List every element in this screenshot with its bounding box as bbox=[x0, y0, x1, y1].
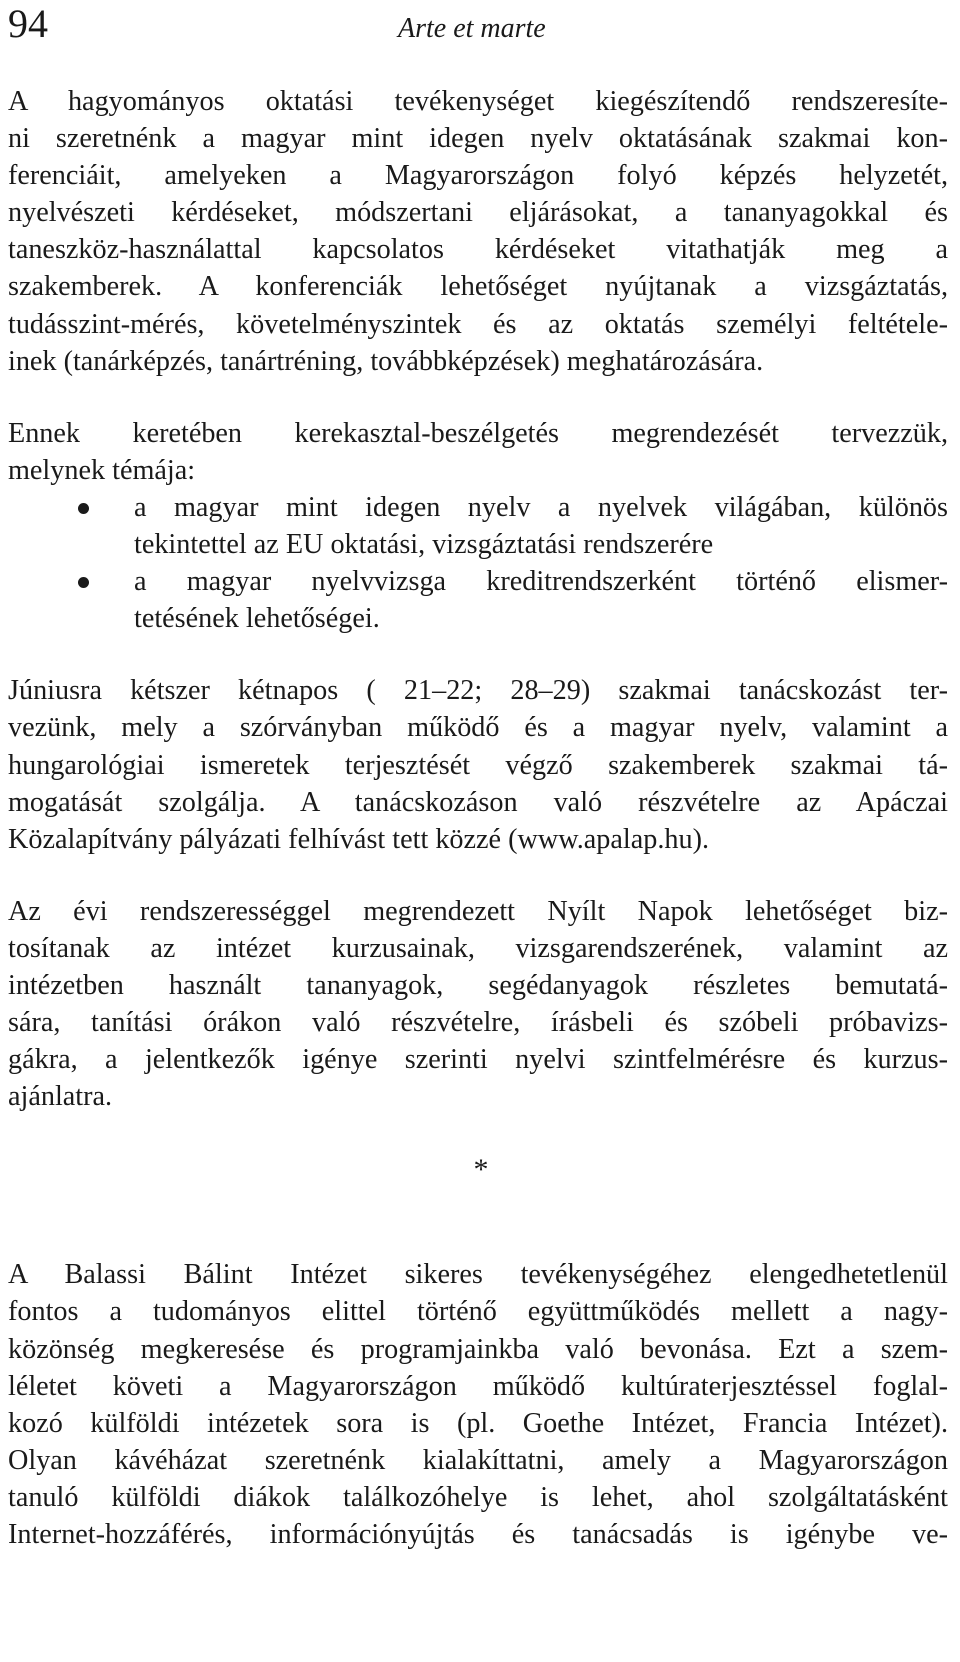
text-line: tosítanak az intézet kurzusainak, vizsgarendszerének, valamint az bbox=[8, 932, 948, 964]
text-line: szakemberek. A konferenciák lehetőséget nyújtanak a vizsgáztatás, bbox=[8, 271, 948, 303]
text-line: inek (tanárképzés, tanártréning, továbbképzések) meghatározására. bbox=[8, 345, 764, 377]
text-line: gákra, a jelentkezők igénye szerinti nyelvi szintfelmérésre és kurzus- bbox=[8, 1044, 948, 1076]
paragraph-3 bbox=[8, 672, 948, 857]
text-line: vezünk, mely a szórványban működő és a magyar nyelv, valamint a bbox=[8, 712, 948, 744]
text-line: Az évi rendszerességgel megrendezett Nyílt Napok lehetőséget biz- bbox=[8, 895, 948, 927]
bullet-text-line: a magyar nyelvvizsga kreditrendszerként történő elismer- bbox=[8, 563, 948, 600]
bullet-list bbox=[8, 489, 948, 637]
paragraph-2 bbox=[8, 415, 948, 638]
bullet-icon bbox=[78, 577, 89, 588]
text-line: A Balassi Bálint Intézet sikeres tevékenységéhez elengedhetetlenül bbox=[8, 1259, 948, 1291]
text-line: ajánlatra. bbox=[8, 1081, 113, 1113]
text-line: nyelvészeti kérdéseket, módszertani eljárásokat, a tananyagokkal és bbox=[8, 197, 948, 229]
text-line: léletet követi a Magyarországon működő kultúraterjesztéssel foglal- bbox=[8, 1370, 948, 1402]
bullet-item bbox=[8, 563, 948, 637]
text-line: Júniusra kétszer kétnapos ( 21–22; 28–29) szakmai tanácskozást ter- bbox=[8, 675, 948, 707]
text-line: Ennek keretében kerekasztal-beszélgetés megrendezését tervezzük, bbox=[8, 417, 948, 449]
text-line: Közalapítvány pályázati felhívást tett közzé (www.apalap.hu). bbox=[8, 823, 709, 855]
paragraph-5 bbox=[8, 1256, 948, 1553]
text-line: Internet-hozzáférés, információnyújtás és tanácsadás is igénybe ve- bbox=[8, 1519, 948, 1550]
text-line: A hagyományos oktatási tevékenységet kiegészítendő rendszeresíte- bbox=[8, 86, 948, 117]
text-line: intézetben használt tananyagok, segédanyagok részletes bemutatá- bbox=[8, 969, 948, 1001]
text-line: kozó külföldi intézetek sora is (pl. Goethe Intézet, Francia Intézet). bbox=[8, 1407, 948, 1439]
text-line: mogatását szolgálja. A tanácskozáson való részvételre az Apáczai bbox=[8, 786, 948, 818]
text-line: Olyan kávéházat szeretnénk kialakíttatni, amely a Magyarországon bbox=[8, 1444, 948, 1476]
bullet-text-line: a magyar mint idegen nyelv a nyelvek világában, különös bbox=[8, 489, 948, 526]
bullet-item bbox=[8, 489, 948, 563]
text-line: hungarológiai ismeretek terjesztését végző szakemberek szakmai tá- bbox=[8, 749, 948, 781]
paragraph-4 bbox=[8, 893, 948, 1116]
text-line: ni szeretnénk a magyar mint idegen nyelv oktatásának szakmai kon- bbox=[8, 123, 948, 155]
text-line: taneszköz-használattal kapcsolatos kérdéseket vitathatják meg a bbox=[8, 234, 948, 266]
bullet-text-line: tetésének lehetőségei. bbox=[134, 603, 380, 635]
section-separator: * bbox=[473, 1153, 489, 1187]
text-line: közönség megkeresése és programjainkba való bevonása. Ezt a szem- bbox=[8, 1333, 948, 1365]
bullet-icon bbox=[78, 503, 89, 514]
text-line: melynek témája: bbox=[8, 454, 196, 486]
text-line: fontos a tudományos elittel történő együttműködés mellett a nagy- bbox=[8, 1296, 948, 1328]
text-line: tanuló külföldi diákok találkozóhelye is lehet, ahol szolgáltatásként bbox=[8, 1481, 948, 1513]
running-title: Arte et marte bbox=[398, 13, 546, 44]
paragraph-1 bbox=[8, 83, 948, 380]
text-line: sára, tanítási órákon való részvételre, írásbeli és szóbeli próbavizs- bbox=[8, 1007, 948, 1039]
text-line: tudásszint-mérés, követelményszintek és az oktatás személyi feltétele- bbox=[8, 308, 948, 340]
page-number: 94 bbox=[8, 1, 48, 46]
page-body bbox=[8, 83, 948, 1553]
bullet-text-line: tekintettel az EU oktatási, vizsgáztatási rendszerére bbox=[134, 529, 714, 561]
text-line: ferenciáit, amelyeken a Magyarországon folyó képzés helyzetét, bbox=[8, 160, 948, 192]
